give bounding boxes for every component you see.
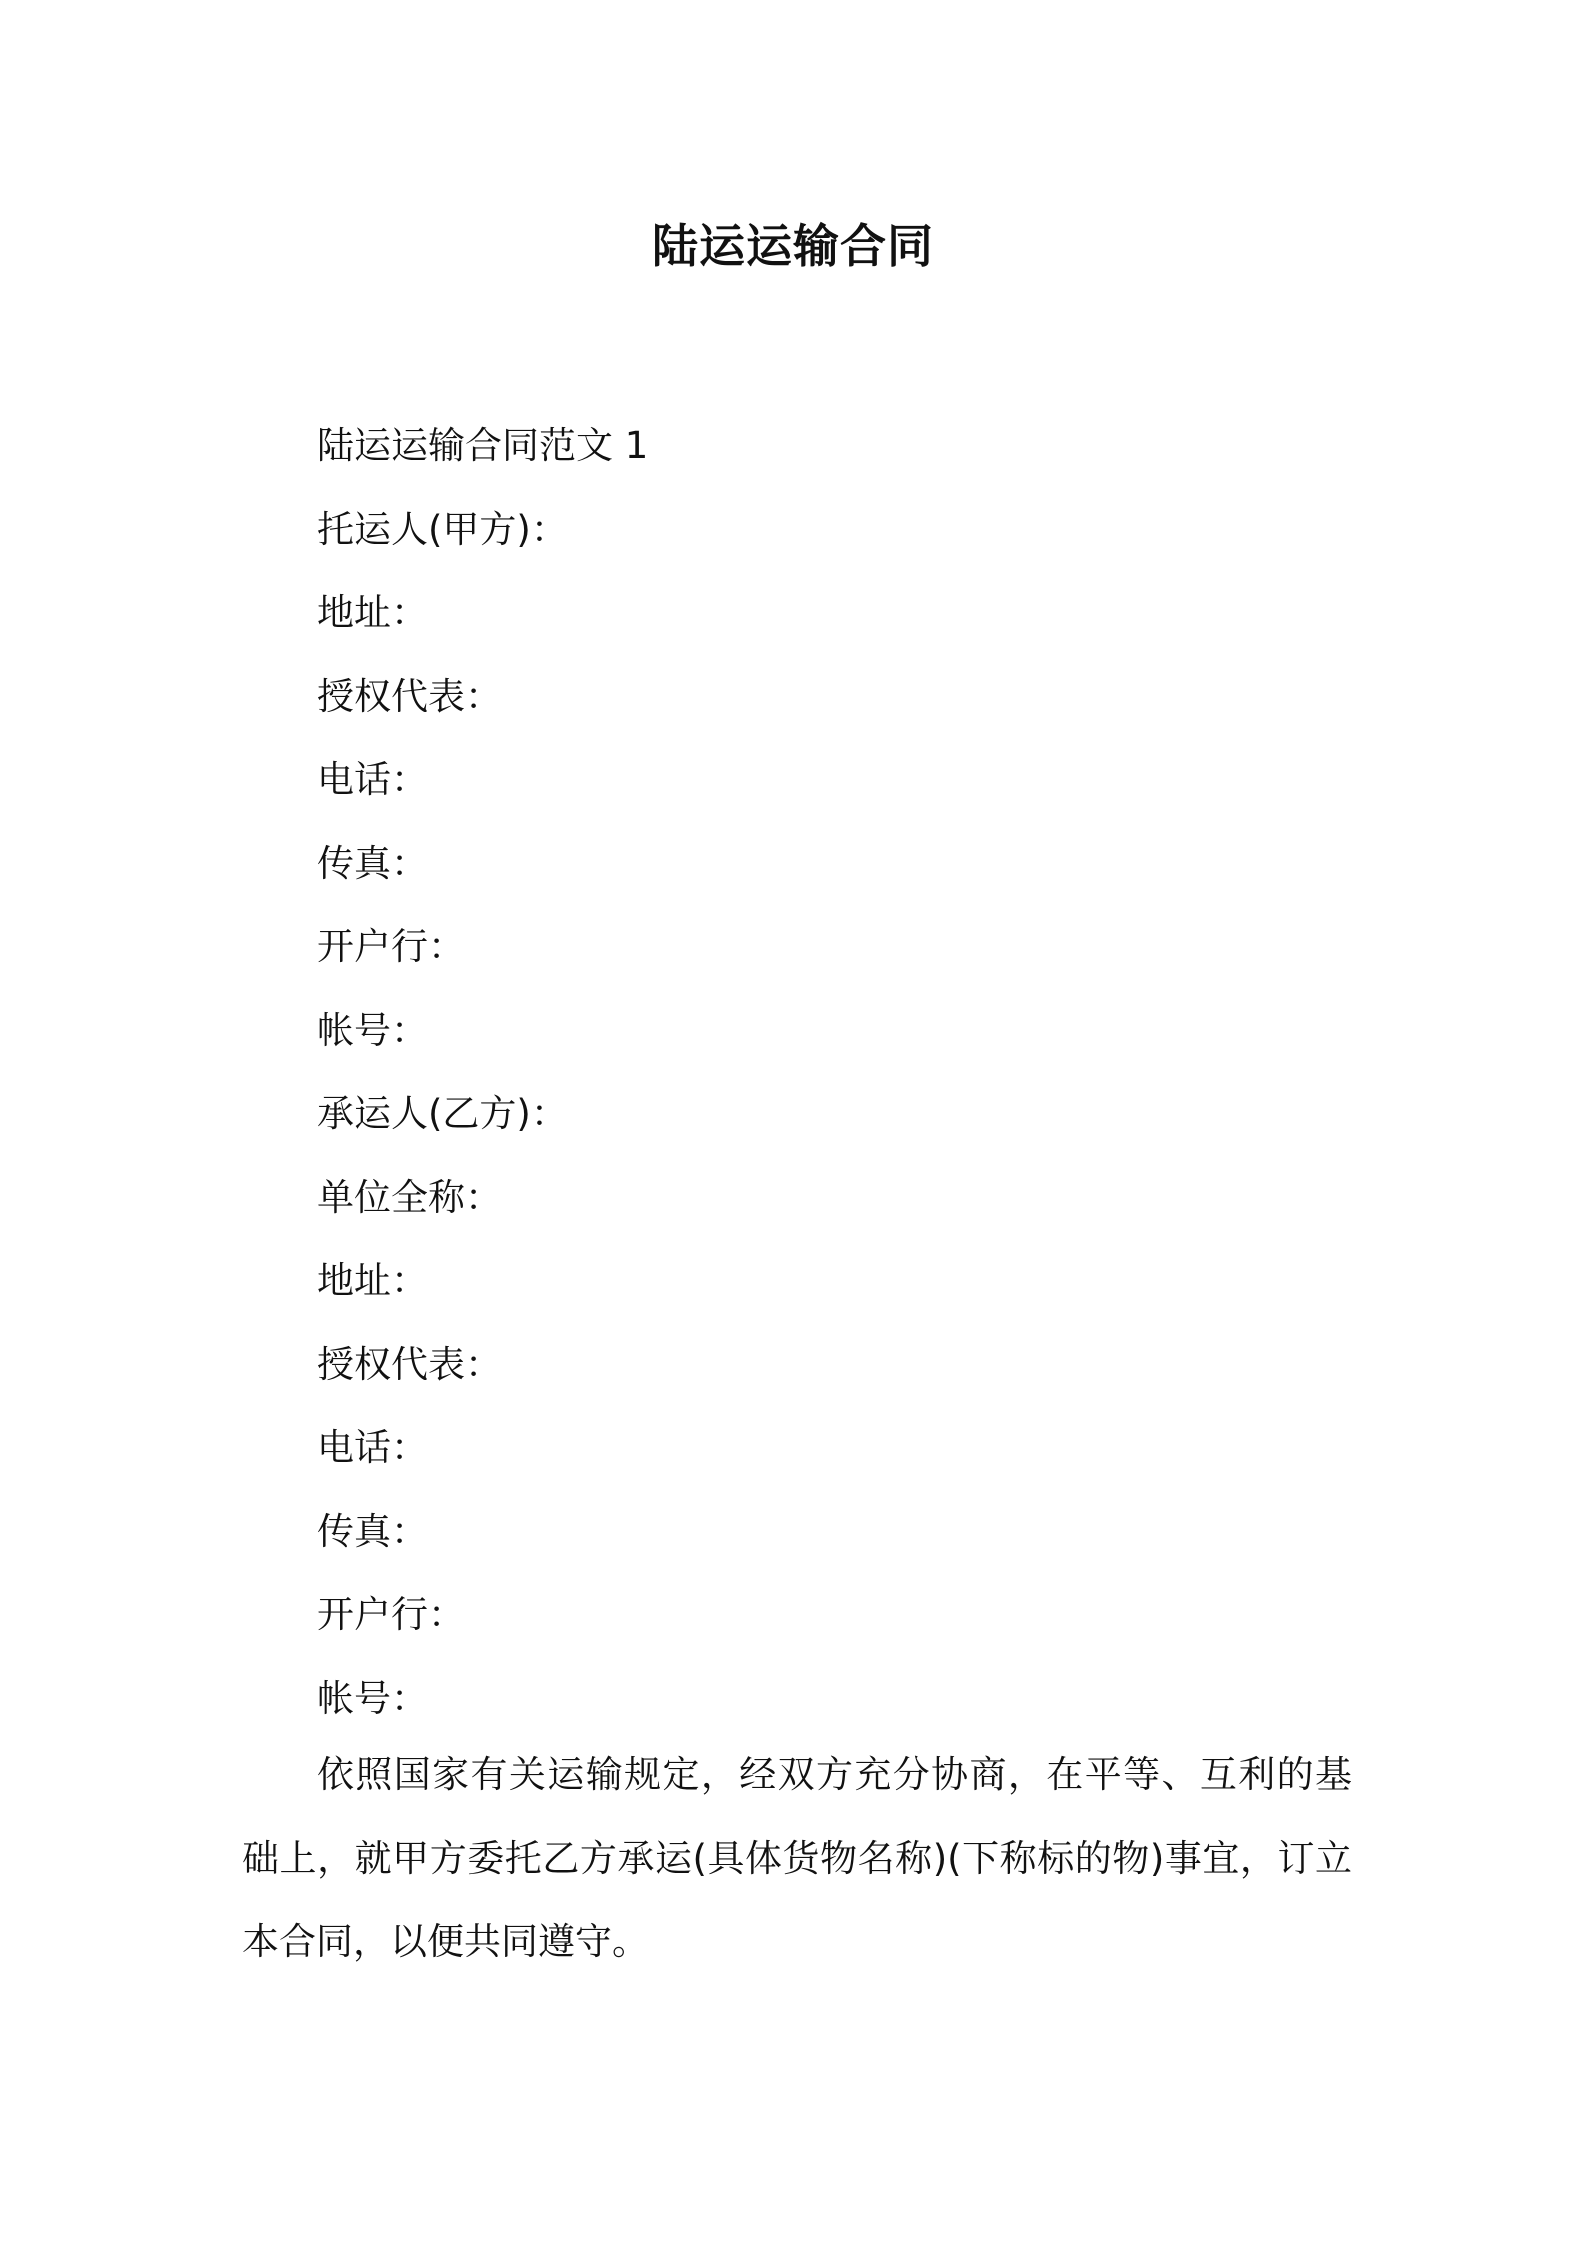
carrier-phone-label: 电话： (317, 1426, 428, 1469)
carrier-fax-label: 传真： (317, 1509, 428, 1553)
contract-subtitle: 陆运运输合同范文 1 (317, 424, 649, 467)
shipper-address-label: 地址： (317, 591, 428, 634)
carrier-company-name-label: 单位全称： (317, 1175, 502, 1219)
contract-preamble-paragraph: 依照国家有关运输规定，经双方充分协商，在平等、互利的基础上，就甲方委托乙方承运(具体货物名称)(下称标的物)事宜，订立本合同，以便共同遵守。 (242, 1753, 1352, 1963)
shipper-representative-label: 授权代表： (317, 674, 502, 718)
shipper-fax-label: 传真： (317, 841, 428, 885)
shipper-bank-label: 开户行： (317, 925, 465, 968)
carrier-account-label: 帐号： (317, 1676, 428, 1720)
document-title: 陆运运输合同 (652, 219, 934, 273)
carrier-address-label: 地址： (317, 1259, 428, 1302)
carrier-representative-label: 授权代表： (317, 1342, 502, 1386)
carrier-heading: 承运人(乙方)： (317, 1092, 568, 1135)
contract-field-list (317, 404, 648, 1740)
shipper-account-label: 帐号： (317, 1008, 428, 1052)
carrier-bank-label: 开户行： (317, 1593, 465, 1636)
shipper-heading: 托运人(甲方)： (317, 507, 568, 551)
shipper-phone-label: 电话： (317, 758, 428, 801)
